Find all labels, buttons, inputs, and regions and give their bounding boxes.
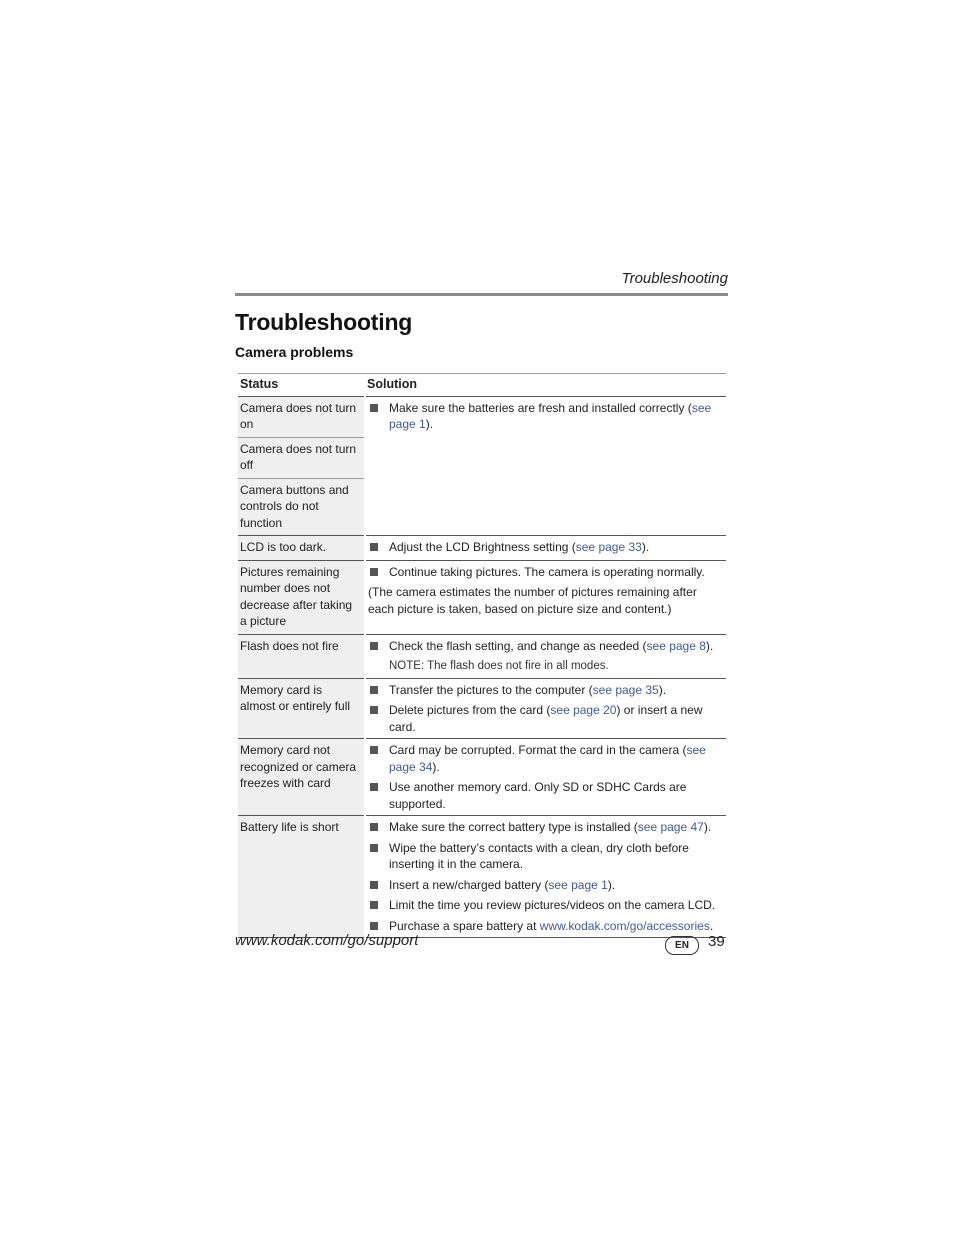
- solution-cell: [365, 816, 726, 938]
- solution-text: ).: [432, 759, 440, 774]
- solution-text: Transfer the pictures to the computer (: [389, 682, 593, 697]
- table-row: [238, 560, 726, 634]
- solution-text: ).: [425, 417, 434, 431]
- solution-text: Limit the time you review pictures/videos on the camera LCD.: [389, 898, 716, 912]
- language-badge: EN: [665, 936, 699, 955]
- square-bullet-icon: [370, 901, 378, 909]
- troubleshooting-table: [238, 373, 726, 938]
- solution-text: Card may be corrupted. Format the card in the camera (: [389, 743, 687, 757]
- column-header-status: Status: [238, 374, 365, 397]
- square-bullet-icon: [370, 881, 378, 889]
- page-title: Troubleshooting: [235, 309, 413, 335]
- page-link[interactable]: see page 8: [646, 638, 706, 653]
- table-row: [238, 634, 726, 678]
- status-cell: Battery life is short: [238, 816, 365, 938]
- solution-text: Use another memory card. Only SD or SDHC Cards are supported.: [389, 780, 687, 811]
- square-bullet-icon: [370, 783, 378, 791]
- solution-text: ).: [641, 540, 650, 554]
- square-bullet-icon: [370, 922, 378, 930]
- solution-bullet: [368, 638, 724, 655]
- solution-text: ).: [658, 682, 667, 697]
- column-header-solution: Solution: [365, 374, 726, 397]
- table-header-row: [238, 374, 726, 397]
- solution-bullet: [368, 840, 724, 873]
- square-bullet-icon: [370, 706, 378, 714]
- solution-cell: [365, 739, 726, 816]
- solution-cell: [365, 560, 726, 634]
- square-bullet-icon: [370, 543, 378, 551]
- solution-bullet: [368, 400, 724, 433]
- square-bullet-icon: [370, 568, 378, 576]
- status-cell: Camera does not turn on: [238, 396, 365, 437]
- solution-bullet: [368, 539, 724, 556]
- square-bullet-icon: [370, 686, 378, 694]
- solution-text: Make sure the correct battery type is installed (: [389, 820, 638, 834]
- status-cell: Memory card is almost or entirely full: [238, 678, 365, 739]
- page-number: 39: [708, 933, 725, 950]
- header-rule: [235, 293, 728, 296]
- table-row: [238, 678, 726, 739]
- solution-text: Adjust the LCD Brightness setting (: [389, 540, 576, 554]
- solution-text: ).: [607, 877, 616, 892]
- footer-support-url[interactable]: www.kodak.com/go/support: [235, 932, 419, 949]
- solution-cell: [365, 678, 726, 739]
- status-cell: Flash does not fire: [238, 634, 365, 678]
- table-row: [238, 739, 726, 816]
- page-link[interactable]: see page 34: [389, 743, 706, 774]
- solution-bullet: [368, 702, 724, 735]
- solution-text: ).: [703, 820, 712, 834]
- status-cell: Pictures remaining number does not decrease after taking a picture: [238, 560, 365, 634]
- solution-bullet: [368, 742, 724, 775]
- solution-text: Delete pictures from the card (: [389, 703, 551, 717]
- solution-text: Make sure the batteries are fresh and installed correctly (: [389, 400, 692, 415]
- square-bullet-icon: [370, 823, 378, 831]
- status-cell: Camera does not turn off: [238, 437, 365, 478]
- solution-bullet: [368, 897, 724, 914]
- running-header: Troubleshooting: [621, 270, 728, 287]
- solution-text: ).: [705, 638, 714, 653]
- page-link[interactable]: see page 35: [592, 682, 659, 697]
- solution-cell: [365, 396, 726, 536]
- solution-bullet: [368, 819, 724, 836]
- solution-text: Insert a new/charged battery (: [389, 877, 549, 892]
- table-row: [238, 536, 726, 561]
- table-row: [238, 396, 726, 437]
- solution-text: Wipe the battery’s contacts with a clean, dry cloth before inserting it in the camera.: [389, 840, 689, 871]
- solution-text: Check the flash setting, and change as needed (: [389, 638, 647, 653]
- square-bullet-icon: [370, 642, 378, 650]
- page-link[interactable]: see page 1: [548, 877, 608, 892]
- status-cell: Camera buttons and controls do not function: [238, 478, 365, 536]
- solution-cell: [365, 536, 726, 561]
- section-title: Camera problems: [235, 344, 354, 360]
- solution-bullet: [368, 564, 724, 581]
- solution-text: ) or insert a new card.: [389, 703, 703, 734]
- table-row: [238, 816, 726, 938]
- solution-note: NOTE: The flash does not fire in all modes.: [389, 660, 609, 672]
- accessories-link[interactable]: www.kodak.com/go/accessories: [539, 918, 710, 933]
- page-link[interactable]: see page 20: [550, 703, 617, 717]
- square-bullet-icon: [370, 404, 378, 412]
- square-bullet-icon: [370, 844, 378, 852]
- solution-paragraph: (The camera estimates the number of pictures remaining after each picture is taken, based on picture size and content.): [368, 585, 697, 616]
- status-cell: LCD is too dark.: [238, 536, 365, 561]
- status-cell: Memory card not recognized or camera freezes with card: [238, 739, 365, 816]
- page-link[interactable]: see page 1: [389, 400, 712, 431]
- solution-text: .: [709, 918, 714, 933]
- solution-text: Continue taking pictures. The camera is operating normally.: [389, 564, 705, 579]
- solution-bullet: [368, 877, 724, 894]
- solution-bullet: [368, 918, 724, 935]
- square-bullet-icon: [370, 746, 378, 754]
- solution-bullet: [368, 682, 724, 699]
- solution-cell: [365, 634, 726, 678]
- page-link[interactable]: see page 33: [575, 540, 642, 554]
- page-link[interactable]: see page 47: [637, 820, 704, 834]
- solution-text: Purchase a spare battery at: [389, 918, 540, 933]
- solution-bullet: [368, 779, 724, 812]
